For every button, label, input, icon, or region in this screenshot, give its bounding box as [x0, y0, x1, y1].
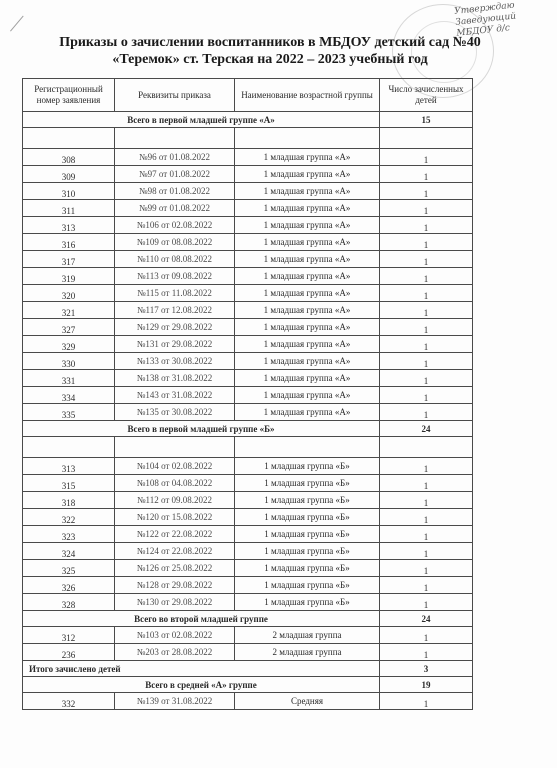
order-cell: №131 от 29.08.2022: [115, 336, 235, 353]
section-label: Итого зачислено детей: [23, 661, 380, 677]
order-cell: №122 от 22.08.2022: [115, 526, 235, 543]
col-header-order: Реквизиты приказа: [115, 79, 235, 112]
section-total: 3: [380, 661, 473, 677]
count-cell: 1: [380, 526, 473, 543]
table-row: [23, 217, 473, 234]
section-label: Всего в первой младшей группе «А»: [23, 112, 380, 128]
order-cell: №115 от 11.08.2022: [115, 285, 235, 302]
group-cell: 1 младшая группа «А»: [235, 251, 380, 268]
reg-cell: 320: [23, 285, 115, 302]
order-cell: №106 от 02.08.2022: [115, 217, 235, 234]
group-cell: 1 младшая группа «Б»: [235, 543, 380, 560]
reg-cell: 335: [23, 404, 115, 421]
table-row: [23, 577, 473, 594]
count-cell: 1: [380, 251, 473, 268]
count-cell: 1: [380, 234, 473, 251]
order-cell: №117 от 12.08.2022: [115, 302, 235, 319]
count-cell: 1: [380, 387, 473, 404]
table-row: [23, 319, 473, 336]
order-cell: №126 от 25.08.2022: [115, 560, 235, 577]
spacer-cell: [23, 128, 115, 149]
count-cell: 1: [380, 200, 473, 217]
count-cell: 1: [380, 693, 473, 710]
table-row: [23, 560, 473, 577]
group-cell: 2 младшая группа: [235, 644, 380, 661]
group-cell: 1 младшая группа «А»: [235, 285, 380, 302]
table-row: [23, 370, 473, 387]
order-cell: №139 от 31.08.2022: [115, 693, 235, 710]
count-cell: 1: [380, 509, 473, 526]
table-row: [23, 492, 473, 509]
section-total: 24: [380, 611, 473, 627]
spacer-cell: [380, 128, 473, 149]
order-cell: №96 от 01.08.2022: [115, 149, 235, 166]
reg-cell: 311: [23, 200, 115, 217]
group-cell: 1 младшая группа «Б»: [235, 594, 380, 611]
section-total-row: [23, 661, 473, 677]
reg-cell: 312: [23, 627, 115, 644]
reg-cell: 319: [23, 268, 115, 285]
section-total-row: [23, 611, 473, 627]
group-cell: 1 младшая группа «А»: [235, 387, 380, 404]
reg-cell: 308: [23, 149, 115, 166]
order-cell: №112 от 09.08.2022: [115, 492, 235, 509]
count-cell: 1: [380, 319, 473, 336]
table-row: [23, 387, 473, 404]
reg-cell: 331: [23, 370, 115, 387]
order-cell: №120 от 15.08.2022: [115, 509, 235, 526]
count-cell: 1: [380, 149, 473, 166]
table-row: [23, 251, 473, 268]
table-row: [23, 458, 473, 475]
col-header-group: Наименование возрастной группы: [235, 79, 380, 112]
count-cell: 1: [380, 644, 473, 661]
group-cell: 1 младшая группа «А»: [235, 166, 380, 183]
table-header-row: [23, 79, 473, 112]
section-total-row: [23, 112, 473, 128]
group-cell: 1 младшая группа «А»: [235, 234, 380, 251]
table-row: [23, 594, 473, 611]
section-total-row: [23, 677, 473, 693]
reg-cell: 330: [23, 353, 115, 370]
table-row: [23, 234, 473, 251]
count-cell: 1: [380, 285, 473, 302]
reg-cell: 313: [23, 458, 115, 475]
order-cell: №143 от 31.08.2022: [115, 387, 235, 404]
spacer-cell: [115, 128, 235, 149]
order-cell: №109 от 08.08.2022: [115, 234, 235, 251]
table-row: [23, 627, 473, 644]
count-cell: 1: [380, 336, 473, 353]
table-row: [23, 404, 473, 421]
group-cell: 1 младшая группа «Б»: [235, 458, 380, 475]
group-cell: 1 младшая группа «А»: [235, 302, 380, 319]
group-cell: 1 младшая группа «А»: [235, 370, 380, 387]
group-cell: 1 младшая группа «А»: [235, 149, 380, 166]
count-cell: 1: [380, 370, 473, 387]
group-cell: Средняя: [235, 693, 380, 710]
group-cell: 1 младшая группа «А»: [235, 336, 380, 353]
reg-cell: 317: [23, 251, 115, 268]
order-cell: №103 от 02.08.2022: [115, 627, 235, 644]
order-cell: №128 от 29.08.2022: [115, 577, 235, 594]
order-cell: №130 от 29.08.2022: [115, 594, 235, 611]
count-cell: 1: [380, 577, 473, 594]
section-label: Всего во второй младшей группе: [23, 611, 380, 627]
table-row: [23, 336, 473, 353]
reg-cell: 324: [23, 543, 115, 560]
group-cell: 1 младшая группа «А»: [235, 319, 380, 336]
group-cell: 1 младшая группа «Б»: [235, 526, 380, 543]
reg-cell: 329: [23, 336, 115, 353]
count-cell: 1: [380, 404, 473, 421]
spacer-cell: [235, 128, 380, 149]
reg-cell: 326: [23, 577, 115, 594]
col-header-reg: Регистрационный номер заявления: [23, 79, 115, 112]
order-cell: №203 от 28.08.2022: [115, 644, 235, 661]
reg-cell: 321: [23, 302, 115, 319]
document-title: [20, 34, 520, 68]
spacer-row: [23, 128, 473, 149]
table-row: [23, 166, 473, 183]
approval-signature: Утверждаю Заведующий МБДОУ д/с: [453, 0, 517, 39]
group-cell: 1 младшая группа «А»: [235, 268, 380, 285]
table-row: [23, 475, 473, 492]
title-line-2: «Теремок» ст. Терская на 2022 – 2023 учебный год: [112, 52, 428, 67]
group-cell: 1 младшая группа «Б»: [235, 492, 380, 509]
count-cell: 1: [380, 543, 473, 560]
order-cell: №99 от 01.08.2022: [115, 200, 235, 217]
count-cell: 1: [380, 353, 473, 370]
reg-cell: 316: [23, 234, 115, 251]
table-row: [23, 302, 473, 319]
group-cell: 1 младшая группа «А»: [235, 217, 380, 234]
group-cell: 1 младшая группа «Б»: [235, 577, 380, 594]
table-row: [23, 149, 473, 166]
col-header-count: Число зачисленных детей: [380, 79, 473, 112]
count-cell: 1: [380, 458, 473, 475]
count-cell: 1: [380, 475, 473, 492]
count-cell: 1: [380, 594, 473, 611]
reg-cell: 334: [23, 387, 115, 404]
section-total-row: [23, 421, 473, 437]
table-row: [23, 200, 473, 217]
table-row: [23, 644, 473, 661]
spacer-row: [23, 437, 473, 458]
spacer-cell: [380, 437, 473, 458]
reg-cell: 332: [23, 693, 115, 710]
order-cell: №135 от 30.08.2022: [115, 404, 235, 421]
reg-cell: 310: [23, 183, 115, 200]
group-cell: 1 младшая группа «А»: [235, 353, 380, 370]
group-cell: 1 младшая группа «А»: [235, 200, 380, 217]
section-total: 19: [380, 677, 473, 693]
table-row: [23, 526, 473, 543]
count-cell: 1: [380, 217, 473, 234]
reg-cell: 236: [23, 644, 115, 661]
reg-cell: 318: [23, 492, 115, 509]
group-cell: 1 младшая группа «А»: [235, 183, 380, 200]
order-cell: №113 от 09.08.2022: [115, 268, 235, 285]
order-cell: №104 от 02.08.2022: [115, 458, 235, 475]
section-total: 15: [380, 112, 473, 128]
section-label: Всего в первой младшей группе «Б»: [23, 421, 380, 437]
order-cell: №138 от 31.08.2022: [115, 370, 235, 387]
title-line-1: Приказы о зачислении воспитанников в МБДОУ детский сад №40: [59, 35, 481, 50]
enrollment-table: [22, 78, 473, 710]
table-row: [23, 509, 473, 526]
count-cell: 1: [380, 627, 473, 644]
reg-cell: 327: [23, 319, 115, 336]
count-cell: 1: [380, 302, 473, 319]
spacer-cell: [23, 437, 115, 458]
group-cell: 1 младшая группа «Б»: [235, 475, 380, 492]
reg-cell: 325: [23, 560, 115, 577]
reg-cell: 309: [23, 166, 115, 183]
table-row: [23, 543, 473, 560]
section-label: Всего в средней «А» группе: [23, 677, 380, 693]
reg-cell: 313: [23, 217, 115, 234]
table-row: [23, 183, 473, 200]
spacer-cell: [115, 437, 235, 458]
table-row: [23, 268, 473, 285]
order-cell: №129 от 29.08.2022: [115, 319, 235, 336]
order-cell: №124 от 22.08.2022: [115, 543, 235, 560]
table-body: [23, 112, 473, 710]
table-row: [23, 285, 473, 302]
count-cell: 1: [380, 183, 473, 200]
order-cell: №108 от 04.08.2022: [115, 475, 235, 492]
count-cell: 1: [380, 560, 473, 577]
section-total: 24: [380, 421, 473, 437]
reg-cell: 323: [23, 526, 115, 543]
order-cell: №97 от 01.08.2022: [115, 166, 235, 183]
spacer-cell: [235, 437, 380, 458]
order-cell: №98 от 01.08.2022: [115, 183, 235, 200]
group-cell: 1 младшая группа «Б»: [235, 560, 380, 577]
count-cell: 1: [380, 492, 473, 509]
group-cell: 1 младшая группа «А»: [235, 404, 380, 421]
reg-cell: 322: [23, 509, 115, 526]
table-row: [23, 693, 473, 710]
order-cell: №110 от 08.08.2022: [115, 251, 235, 268]
group-cell: 1 младшая группа «Б»: [235, 509, 380, 526]
group-cell: 2 младшая группа: [235, 627, 380, 644]
table-row: [23, 353, 473, 370]
order-cell: №133 от 30.08.2022: [115, 353, 235, 370]
count-cell: 1: [380, 268, 473, 285]
reg-cell: 315: [23, 475, 115, 492]
reg-cell: 328: [23, 594, 115, 611]
count-cell: 1: [380, 166, 473, 183]
